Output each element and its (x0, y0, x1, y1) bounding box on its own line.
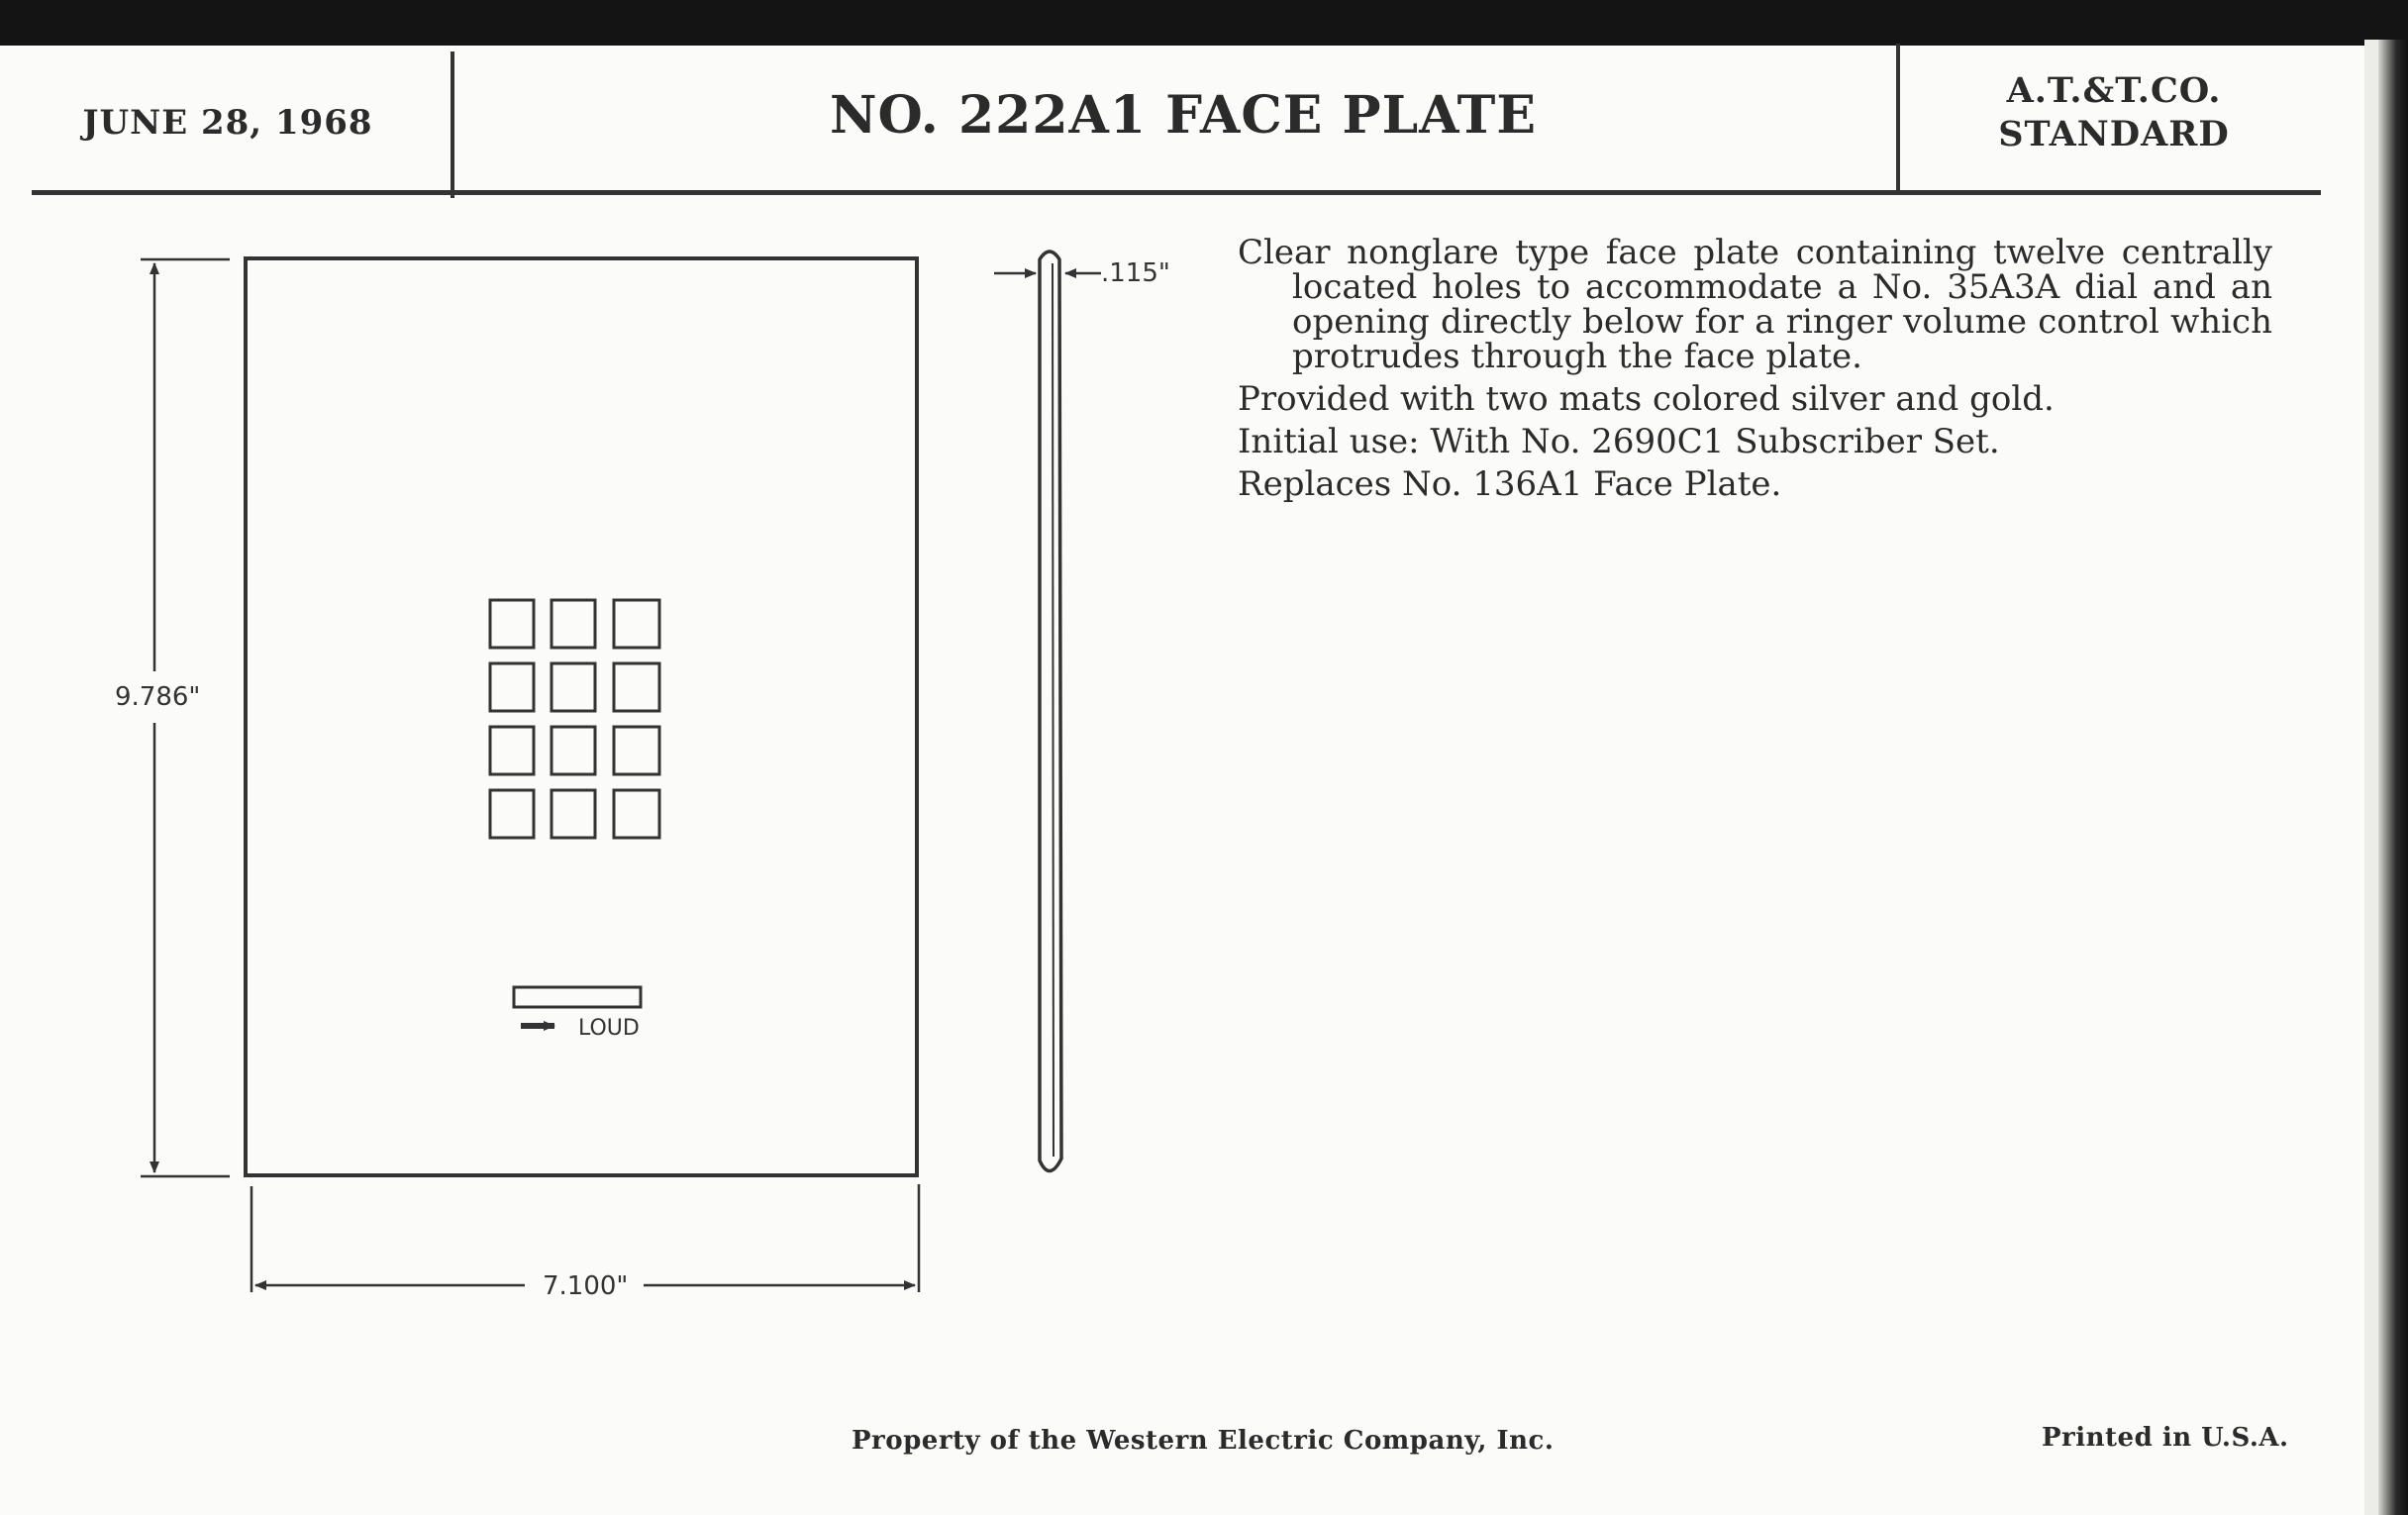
description-mats: Provided with two mats colored silver and gold. (1238, 379, 2055, 419)
property-notice: Property of the Western Electric Company, Inc. (852, 1426, 1555, 1456)
width-dim-label: 7.100" (543, 1271, 629, 1301)
standard-line-1: A.T.&T.CO. (2006, 70, 2222, 111)
printed-notice: Printed in U.S.A. (2042, 1423, 2289, 1453)
description (1238, 233, 2272, 510)
page-title: NO. 222A1 FACE PLATE (829, 85, 1537, 146)
height-dim-label: 9.786" (115, 682, 201, 712)
height-dimension (141, 259, 230, 1176)
profile-inner-line (1053, 263, 1054, 1157)
volume-slot (514, 987, 641, 1007)
plate-side-profile (1040, 252, 1061, 1171)
description-paragraph: Clear nonglare type face plate containing twelve centrally located holes to accommodate a No. 35A3A dial and an opening directly below for a ringer volume control which protrudes through the face plate. (1238, 233, 2272, 376)
loud-label: LOUD (578, 1016, 640, 1041)
thickness-dim-label: .115" (1101, 258, 1170, 288)
description-replaces: Replaces No. 136A1 Face Plate. (1238, 464, 1782, 504)
description-initial-use: Initial use: With No. 2690C1 Subscriber Set. (1238, 422, 2000, 461)
issue-date: JUNE 28, 1968 (82, 103, 373, 143)
standard-line-2: STANDARD (1998, 114, 2230, 154)
key-holes (490, 600, 659, 838)
